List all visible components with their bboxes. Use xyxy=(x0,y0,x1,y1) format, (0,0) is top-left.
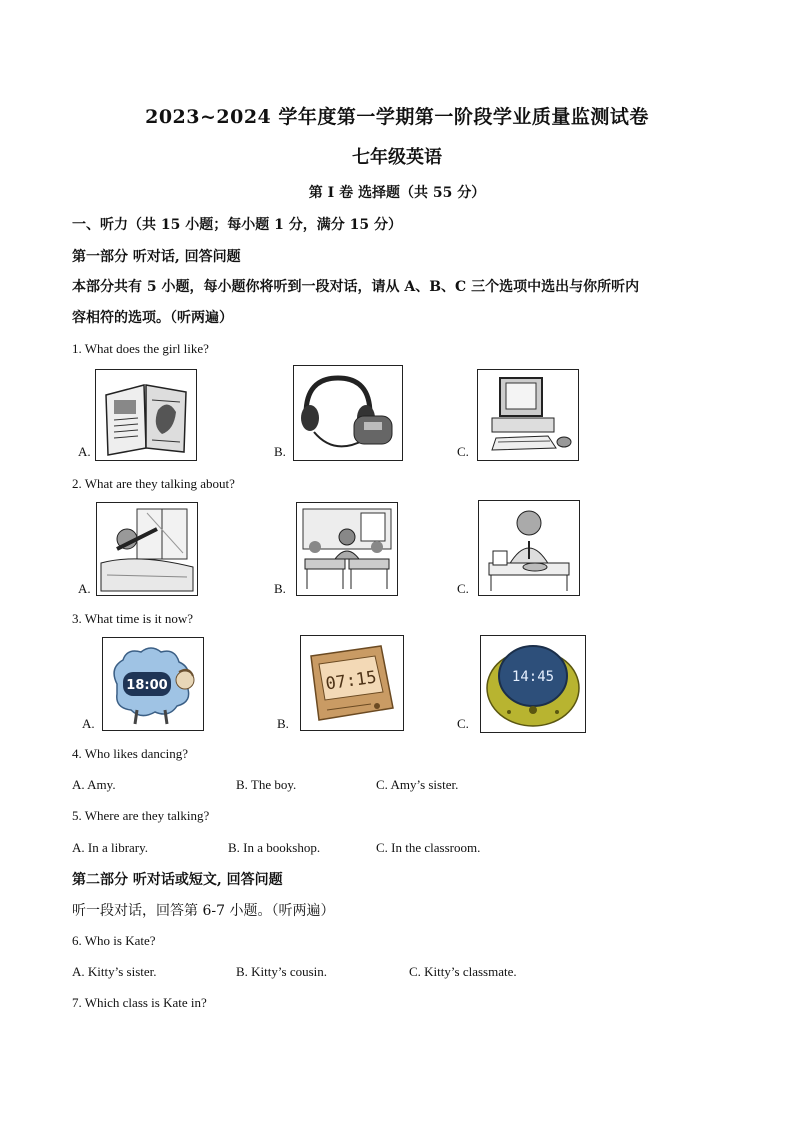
round-clock-time: 14:45 xyxy=(511,669,555,685)
part1-instructions-line1: 本部分共有 5 小题，每小题你将听到一段对话，请从 A、B、C 三个选项中选出与你所听内 xyxy=(72,279,640,295)
q2-option-c: C. xyxy=(457,581,469,596)
q6-option-a: A. Kitty’s sister. xyxy=(72,964,157,979)
wake-up-icon xyxy=(96,502,198,596)
q1-option-b: B. xyxy=(274,444,286,459)
q4-option-b: B. The boy. xyxy=(236,777,297,792)
question-1: 1. What does the girl like? xyxy=(72,341,209,356)
q2-option-b: B. xyxy=(274,581,286,596)
digital-clock-icon xyxy=(300,635,404,731)
q3-option-c: C. xyxy=(457,716,469,731)
headphones-icon xyxy=(293,365,403,461)
breakfast-icon xyxy=(478,500,580,596)
question-6: 6. Who is Kate? xyxy=(72,933,156,948)
q5-option-a: A. In a library. xyxy=(72,840,149,855)
q5-option-b: B. In a bookshop. xyxy=(228,840,321,855)
section-heading: 一、听力（共 15 小题；每小题 1 分，满分 15 分） xyxy=(72,217,402,233)
q1-option-c: C. xyxy=(457,444,469,459)
q4-option-a: A. Amy. xyxy=(72,777,116,792)
part1-heading: 第一部分 听对话, 回答问题 xyxy=(72,249,241,265)
exam-subtitle: 七年级英语 xyxy=(352,147,442,168)
q1-option-a: A. xyxy=(78,444,91,459)
question-4: 4. Who likes dancing? xyxy=(72,746,189,761)
q6-option-b: B. Kitty’s cousin. xyxy=(236,964,328,979)
computer-icon xyxy=(477,369,579,461)
classroom-icon xyxy=(296,502,398,596)
part-heading: 第 I 卷 选择题（共 55 分） xyxy=(308,185,486,201)
question-7: 7. Which class is Kate in? xyxy=(72,995,207,1010)
sheep-clock-icon xyxy=(102,637,204,731)
part1-instructions-line2: 容相符的选项。（听两遍） xyxy=(72,310,233,326)
question-2: 2. What are they talking about? xyxy=(72,476,235,491)
q6-option-c: C. Kitty’s classmate. xyxy=(409,964,517,979)
magazine-icon xyxy=(95,369,197,461)
q2-option-a: A. xyxy=(78,581,91,596)
question-5: 5. Where are they talking? xyxy=(72,808,210,823)
question-3: 3. What time is it now? xyxy=(72,611,194,626)
q3-option-a: A. xyxy=(82,716,95,731)
part2-heading: 第二部分 听对话或短文, 回答问题 xyxy=(72,872,283,888)
q4-option-c: C. Amy’s sister. xyxy=(376,777,459,792)
q5-option-c: C. In the classroom. xyxy=(376,840,481,855)
q3-option-b: B. xyxy=(277,716,289,731)
digital-clock-time: 07:15 xyxy=(324,667,378,695)
sheep-clock-time: 18:00 xyxy=(126,678,168,693)
part2-instructions: 听一段对话，回答第 6-7 小题。（听两遍） xyxy=(72,903,335,919)
exam-title: 2023~2024 学年度第一学期第一阶段学业质量监测试卷 xyxy=(145,106,649,128)
round-clock-icon xyxy=(480,635,586,733)
